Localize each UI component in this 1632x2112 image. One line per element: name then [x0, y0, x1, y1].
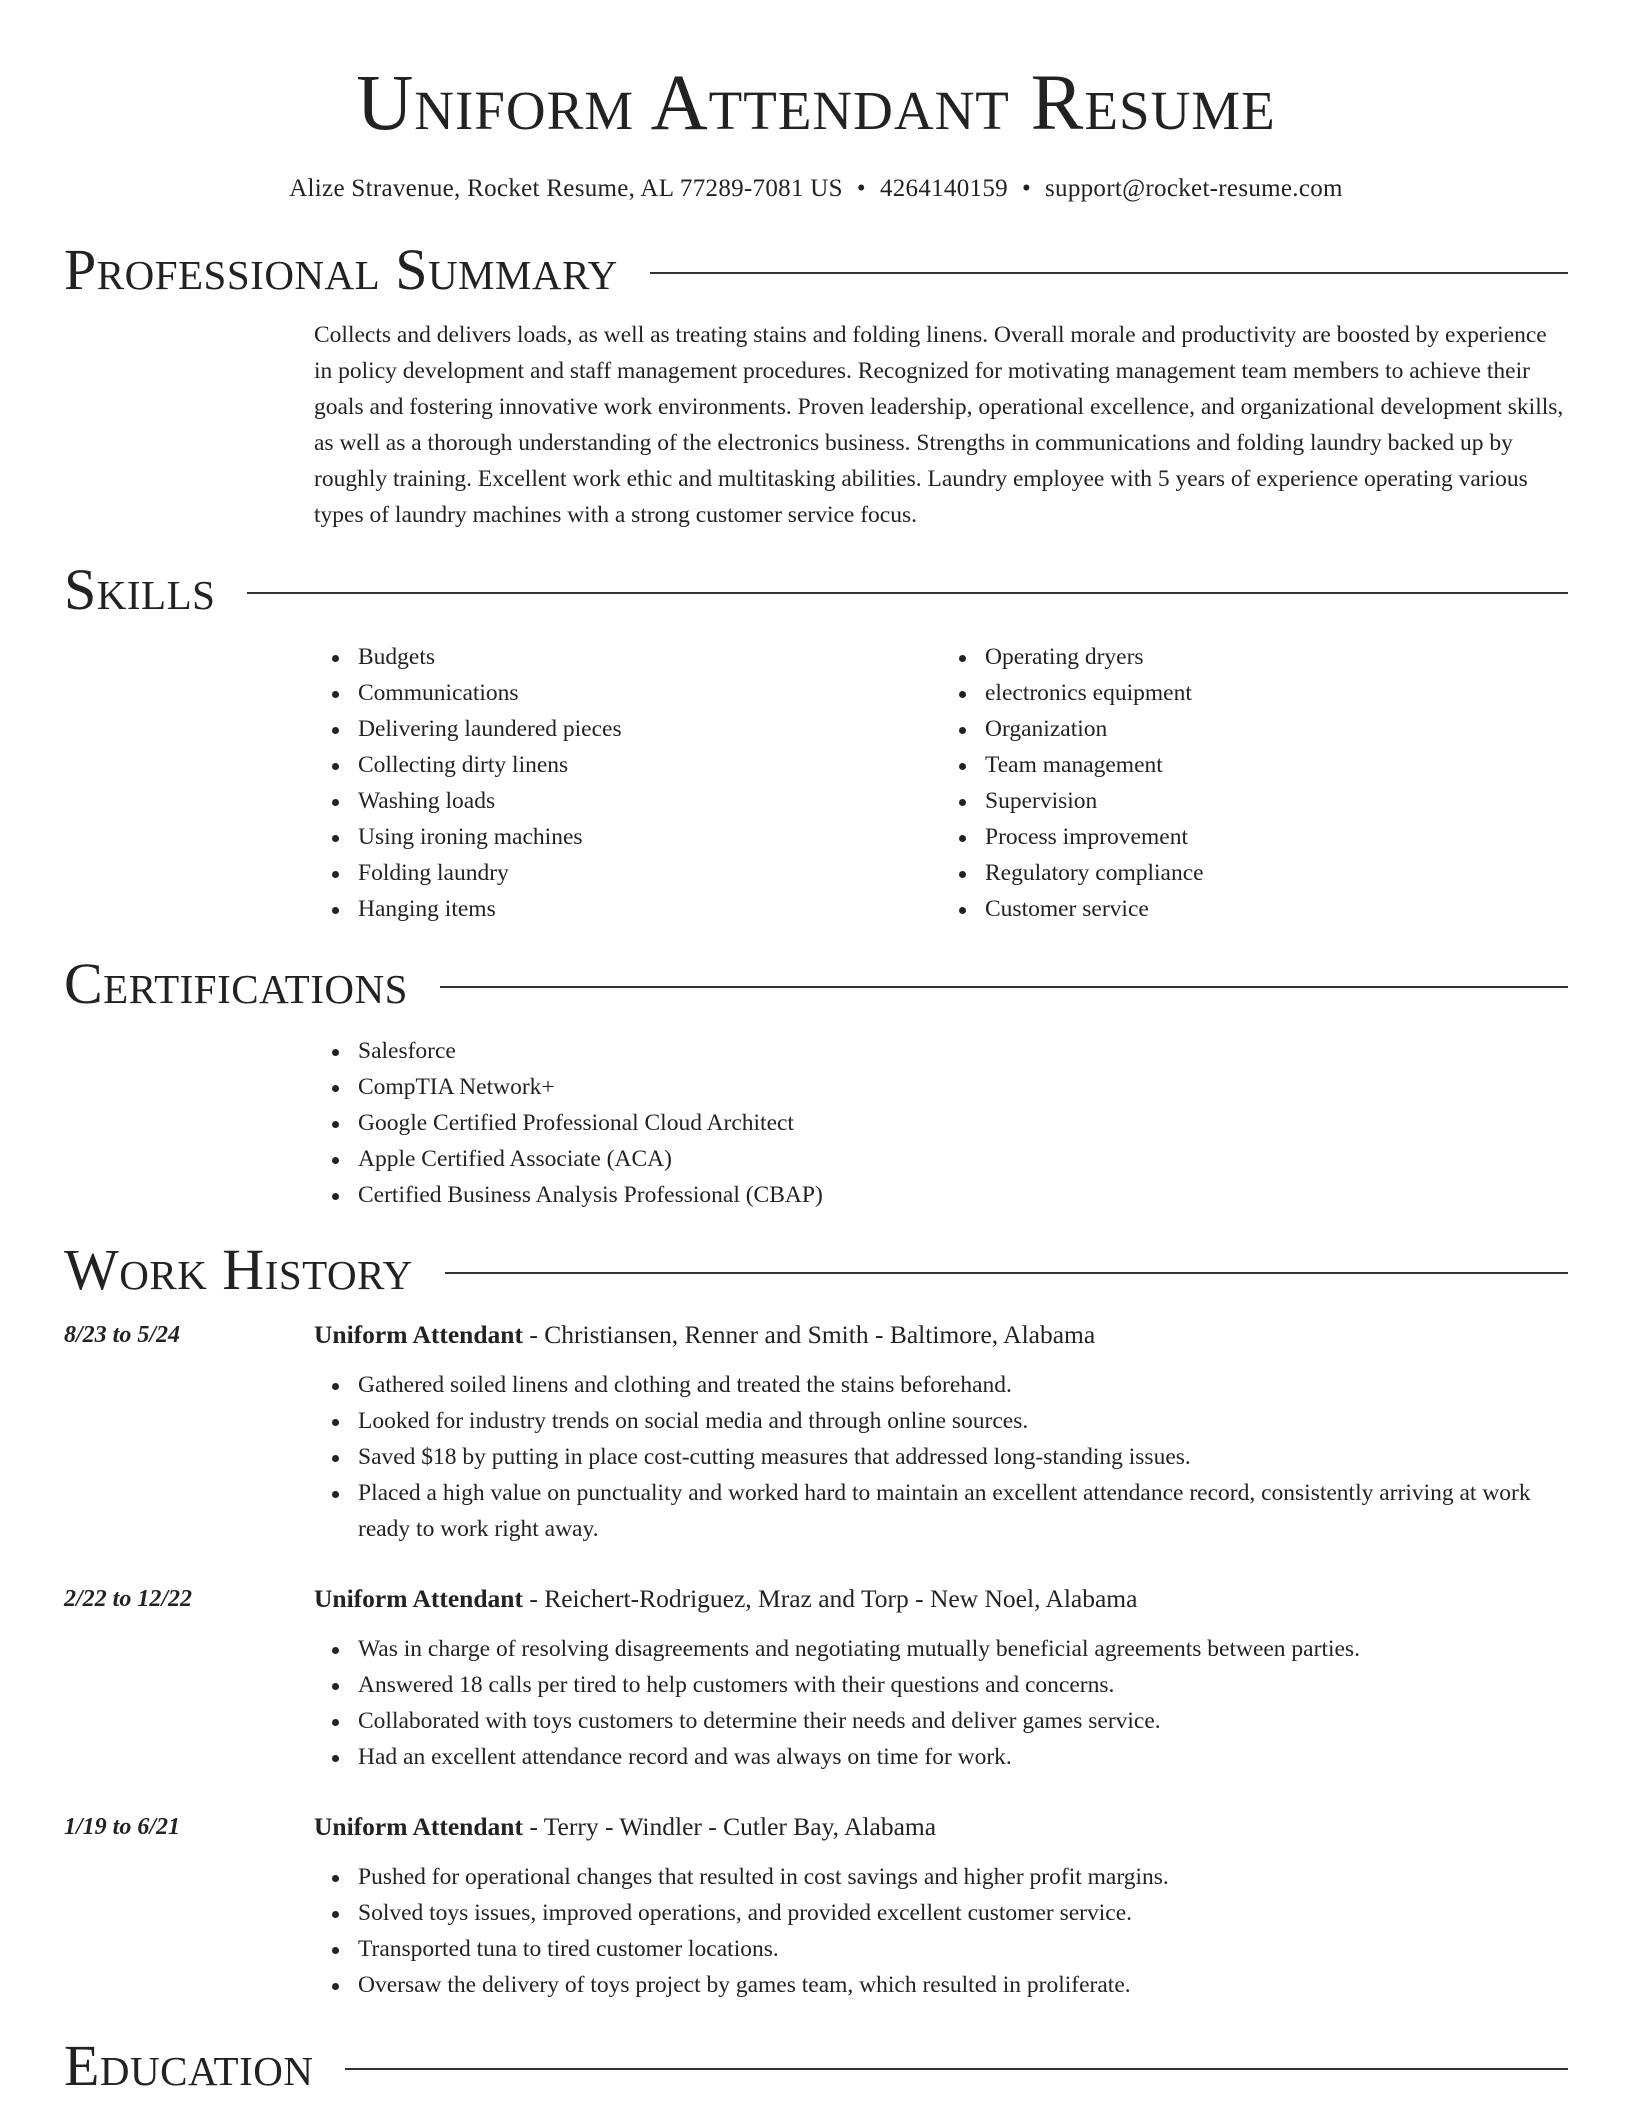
skill-item: Washing loads — [358, 783, 941, 819]
skill-item: Folding laundry — [358, 855, 941, 891]
work-history-section-header — [64, 1235, 1568, 1305]
section-divider — [247, 592, 1568, 594]
skills-section-header — [64, 555, 1568, 625]
job-entry — [64, 1581, 1568, 1775]
job-bullet: Transported tuna to tired customer locations. — [358, 1931, 1568, 1967]
job-bullets — [314, 1367, 1568, 1547]
skill-item: Regulatory compliance — [985, 855, 1568, 891]
job-body — [314, 1581, 1568, 1775]
job-bullet: Pushed for operational changes that resulted in cost savings and higher profit margins. — [358, 1859, 1568, 1895]
certifications-heading: Certifications — [64, 951, 408, 1016]
certifications-section-header — [64, 949, 1568, 1019]
skill-item: Using ironing machines — [358, 819, 941, 855]
section-divider — [445, 1272, 1568, 1274]
job-title-line — [314, 1809, 1568, 1845]
summary-section-header — [64, 235, 1568, 305]
skill-item: Organization — [985, 711, 1568, 747]
certification-item: Salesforce — [358, 1033, 1568, 1069]
contact-email: support@rocket-resume.com — [1045, 175, 1343, 202]
job-bullet: Had an excellent attendance record and was always on time for work. — [358, 1739, 1568, 1775]
skill-item: Process improvement — [985, 819, 1568, 855]
certification-item: Certified Business Analysis Professional (CBAP) — [358, 1177, 1568, 1213]
job-employer-location: - Christiansen, Renner and Smith - Baltimore, Alabama — [522, 1320, 1096, 1349]
job-bullet: Oversaw the delivery of toys project by games team, which resulted in proliferate. — [358, 1967, 1568, 2003]
job-dates: 8/23 to 5/24 — [64, 1322, 181, 1348]
skill-item: electronics equipment — [985, 675, 1568, 711]
job-role: Uniform Attendant — [314, 1320, 523, 1349]
section-divider — [345, 2068, 1568, 2070]
job-bullet: Answered 18 calls per tired to help customers with their questions and concerns. — [358, 1667, 1568, 1703]
contact-address: Alize Stravenue, Rocket Resume, AL 77289-7081 US — [289, 175, 843, 202]
job-body — [314, 1317, 1568, 1547]
job-bullet: Solved toys issues, improved operations, and provided excellent customer service. — [358, 1895, 1568, 1931]
contact-line — [64, 174, 1568, 204]
skill-item: Communications — [358, 675, 941, 711]
skills-grid — [314, 639, 1568, 927]
resume-title: Uniform Attendant Resume — [356, 60, 1276, 147]
summary-heading: Professional Summary — [64, 237, 618, 302]
job-bullets — [314, 1631, 1568, 1775]
contact-separator: • — [856, 175, 866, 202]
skills-heading: Skills — [64, 557, 216, 622]
job-bullet: Gathered soiled linens and clothing and treated the stains beforehand. — [358, 1367, 1568, 1403]
skill-item: Operating dryers — [985, 639, 1568, 675]
section-divider — [650, 272, 1568, 274]
education-section-header — [64, 2031, 1568, 2101]
skill-item: Team management — [985, 747, 1568, 783]
contact-phone: 4264140159 — [879, 175, 1008, 202]
skills-list-left — [314, 639, 941, 927]
skill-item: Collecting dirty linens — [358, 747, 941, 783]
job-dates: 1/19 to 6/21 — [64, 1814, 181, 1840]
job-employer-location: - Terry - Windler - Cutler Bay, Alabama — [522, 1812, 937, 1841]
job-bullet: Looked for industry trends on social media and through online sources. — [358, 1403, 1568, 1439]
job-bullet: Was in charge of resolving disagreements and negotiating mutually beneficial agreements between parties. — [358, 1631, 1568, 1667]
job-bullet: Saved $18 by putting in place cost-cutting measures that addressed long-standing issues. — [358, 1439, 1568, 1475]
job-title-line — [314, 1581, 1568, 1617]
job-role: Uniform Attendant — [314, 1812, 523, 1841]
certification-item: Apple Certified Associate (ACA) — [358, 1141, 1568, 1177]
job-entry — [64, 1809, 1568, 2003]
skill-item: Delivering laundered pieces — [358, 711, 941, 747]
job-body — [314, 1809, 1568, 2003]
certifications-list — [314, 1033, 1568, 1213]
job-bullet: Collaborated with toys customers to determine their needs and deliver games service. — [358, 1703, 1568, 1739]
skill-item: Budgets — [358, 639, 941, 675]
job-role: Uniform Attendant — [314, 1584, 523, 1613]
skill-item: Hanging items — [358, 891, 941, 927]
job-employer-location: - Reichert-Rodriguez, Mraz and Torp - New Noel, Alabama — [522, 1584, 1138, 1613]
job-title-line — [314, 1317, 1568, 1353]
skills-list-right — [941, 639, 1568, 927]
certification-item: CompTIA Network+ — [358, 1069, 1568, 1105]
education-heading: Education — [64, 2033, 314, 2098]
job-dates: 2/22 to 12/22 — [64, 1586, 193, 1612]
job-bullet: Placed a high value on punctuality and worked hard to maintain an excellent attendance record, consistently arriving at work ready to work right away. — [358, 1475, 1568, 1547]
certification-item: Google Certified Professional Cloud Architect — [358, 1105, 1568, 1141]
section-divider — [440, 986, 1568, 988]
work-history-heading: Work History — [64, 1237, 413, 1302]
job-bullets — [314, 1859, 1568, 2003]
skill-item: Customer service — [985, 891, 1568, 927]
job-entry — [64, 1317, 1568, 1547]
skill-item: Supervision — [985, 783, 1568, 819]
summary-text: Collects and delivers loads, as well as treating stains and folding linens. Overall morale and productivity are boosted by experience in policy development and staff management procedures. Recognized for motivating management team members to achieve their goals and fostering innovative work environments. Proven leadership, operational excellence, and organizational development skills, as well as a thorough understanding of the electronics business. Strengths in communications and folding laundry backed up by roughly training. Excellent work ethic and multitasking abilities. Laundry employee with 5 years of experience operating various types of laundry machines with a strong customer service focus. — [314, 322, 1564, 528]
contact-separator: • — [1021, 175, 1031, 202]
